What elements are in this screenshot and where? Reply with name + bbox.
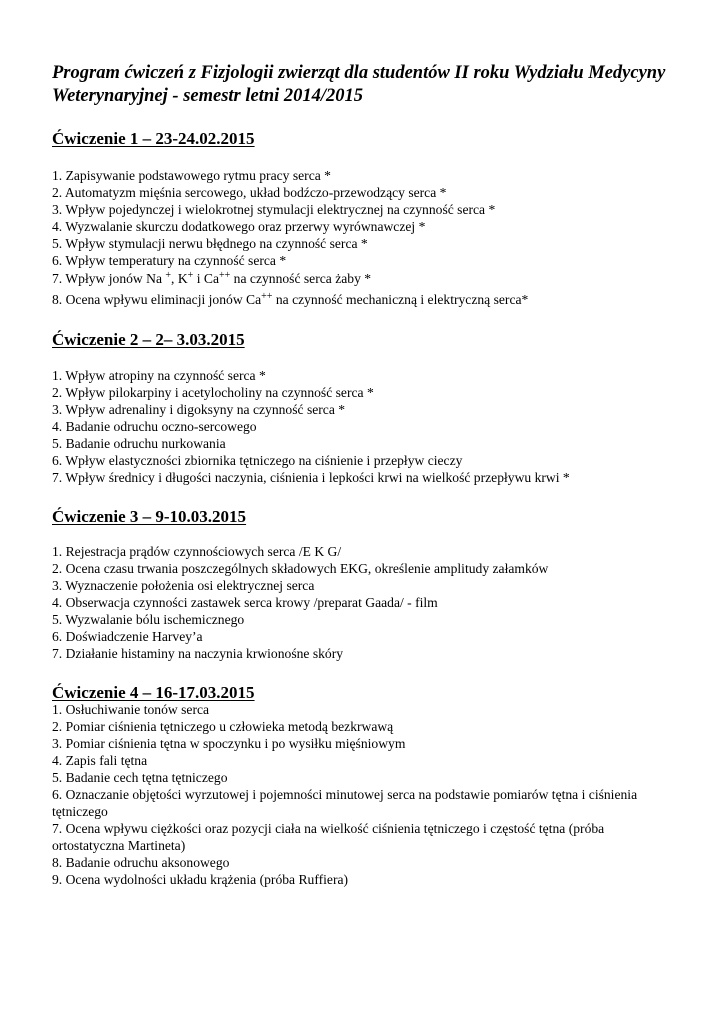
- list-item: 3. Wpływ pojedynczej i wielokrotnej stymulacji elektrycznej na czynność serca *: [52, 202, 496, 217]
- list-item: 4. Zapis fali tętna: [52, 753, 148, 768]
- exercise-1-heading: Ćwiczenie 1 – 23-24.02.2015: [52, 129, 255, 148]
- list-item: 4. Badanie odruchu oczno-sercowego: [52, 419, 257, 434]
- list-item: 9. Ocena wydolności układu krążenia (próba Ruffiera): [52, 872, 349, 887]
- exercise-4-list: [52, 701, 692, 888]
- list-item: 1. Osłuchiwanie tonów serca: [52, 702, 210, 717]
- list-item: 5. Badanie odruchu nurkowania: [52, 436, 226, 451]
- list-item-ions: [52, 269, 692, 288]
- list-item-calcium: [52, 290, 692, 309]
- list-item: 1. Zapisywanie podstawowego rytmu pracy serca *: [52, 168, 331, 183]
- exercise-3-list: [52, 543, 692, 662]
- item-text: , K: [171, 271, 188, 286]
- list-item: 8. Badanie odruchu aksonowego: [52, 855, 230, 870]
- list-item: 5. Wpływ stymulacji nerwu błędnego na czynność serca *: [52, 236, 368, 251]
- list-item: 1. Rejestracja prądów czynnościowych serca /E K G/: [52, 544, 342, 559]
- item-text: na czynność mechaniczną i elektryczną serca*: [272, 292, 529, 307]
- superscript: +: [165, 270, 172, 281]
- exercise-4-heading: Ćwiczenie 4 – 16-17.03.2015: [52, 683, 255, 702]
- list-item: 3. Wpływ adrenaliny i digoksyny na czynność serca *: [52, 402, 346, 417]
- list-item: 6. Wpływ temperatury na czynność serca *: [52, 253, 287, 268]
- page-title: Program ćwiczeń z Fizjologii zwierząt dla studentów II roku Wydziału Medycyny Weterynaryjnej - semestr letni 2014/2015: [52, 63, 666, 106]
- list-item: 7. Wpływ średnicy i długości naczynia, ciśnienia i lepkości krwi na wielkość przepływu krwi *: [52, 470, 570, 485]
- superscript: ++: [219, 270, 231, 281]
- list-item: 5. Wyzwalanie bólu ischemicznego: [52, 612, 245, 627]
- superscript: +: [187, 270, 194, 281]
- list-item: 6. Oznaczanie objętości wyrzutowej i pojemności minutowej serca na podstawie pomiarów tętna i ciśnienia tętniczego: [52, 787, 638, 819]
- list-item: 2. Ocena czasu trwania poszczególnych składowych EKG, określenie amplitudy załamków: [52, 561, 549, 576]
- list-item: 2. Wpływ pilokarpiny i acetylocholiny na czynność serca *: [52, 385, 374, 400]
- list-item: 6. Wpływ elastyczności zbiornika tętniczego na ciśnienie i przepływ cieczy: [52, 453, 463, 468]
- list-item: 3. Pomiar ciśnienia tętna w spoczynku i po wysiłku mięśniowym: [52, 736, 406, 751]
- superscript: ++: [261, 291, 273, 302]
- exercise-3-heading: Ćwiczenie 3 – 9-10.03.2015: [52, 507, 247, 526]
- list-item: 1. Wpływ atropiny na czynność serca *: [52, 368, 266, 383]
- list-item: 5. Badanie cech tętna tętniczego: [52, 770, 228, 785]
- list-item: 7. Ocena wpływu ciężkości oraz pozycji ciała na wielkość ciśnienia tętniczego i częstość tętna (próba ortostatyczna Martineta): [52, 821, 605, 853]
- list-item: 7. Działanie histaminy na naczynia krwionośne skóry: [52, 646, 344, 661]
- exercise-1-list: [52, 167, 692, 309]
- item-text: 8. Ocena wpływu eliminacji jonów Ca: [52, 292, 262, 307]
- list-item: 4. Obserwacja czynności zastawek serca krowy /preparat Gaada/ - film: [52, 595, 438, 610]
- item-text: 7. Wpływ jonów Na: [52, 271, 166, 286]
- list-item: 4. Wyzwalanie skurczu dodatkowego oraz przerwy wyrównawczej *: [52, 219, 426, 234]
- exercise-2-heading: Ćwiczenie 2 – 2– 3.03.2015: [52, 330, 245, 349]
- list-item: 3. Wyznaczenie położenia osi elektrycznej serca: [52, 578, 315, 593]
- list-item: 2. Automatyzm mięśnia sercowego, układ bodźczo-przewodzący serca *: [52, 185, 447, 200]
- list-item: 2. Pomiar ciśnienia tętniczego u człowieka metodą bezkrwawą: [52, 719, 394, 734]
- item-text: i Ca: [193, 271, 219, 286]
- exercise-2-list: [52, 367, 692, 486]
- list-item: 6. Doświadczenie Harvey’a: [52, 629, 203, 644]
- item-text: na czynność serca żaby *: [230, 271, 372, 286]
